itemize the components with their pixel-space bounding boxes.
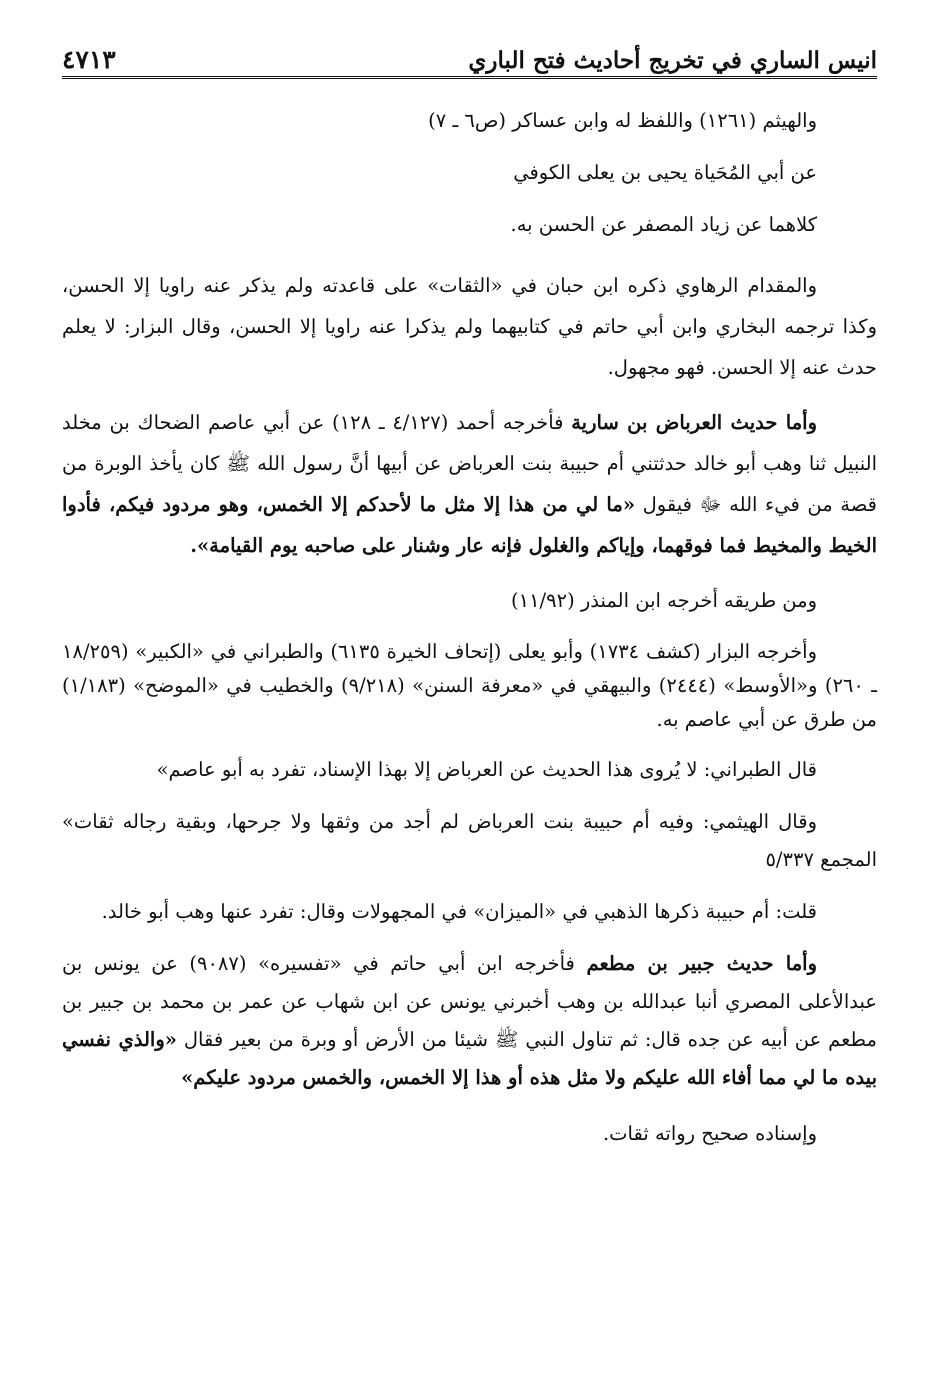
paragraph: [62, 95, 877, 147]
hadith-heading: وأما حديث العرباض بن سارية: [571, 411, 817, 434]
paragraph: [62, 1113, 877, 1154]
paragraph: [62, 199, 877, 251]
paragraph: [62, 265, 877, 388]
text-segment: عن أبي المُحَياة يحيى بن يعلى الكوفي: [513, 161, 817, 184]
text-segment: قلت: أم حبيبة ذكرها الذهبي في «الميزان» في المجهولات وقال: تفرد عنها وهب أبو خالد.: [101, 900, 817, 923]
hadith-text: «ما لي من هذا إلا مثل ما لأحدكم إلا الخمس، وهو مردود فيكم، فأدوا الخيط والمخيط فما فوقهما، وإياكم والغلول فإنه عار وشنار على صاحبه يوم القيامة».: [62, 493, 877, 557]
paragraph: [62, 147, 877, 199]
text-segment: ومن طريقه أخرجه ابن المنذر (١١/٩٢): [510, 589, 817, 612]
text-segment: والهيثم (١٢٦١) واللفظ له وابن عساكر (ص٦ ـ ٧): [428, 109, 817, 132]
page-number: ٤٧١٣: [62, 45, 116, 74]
paragraph: [62, 402, 877, 566]
text-segment: والمقدام الرهاوي ذكره ابن حبان في «الثقات» على قاعدته ولم يذكر عنه راويا إلا الحسن، وكذا ترجمه البخاري وابن أبي حاتم في كتابيهما ولم يذكرا عنه راويا إلا الحسن، وقال البزار: لا يعلم حدث عنه إلا الحسن. فهو مجهول.: [62, 274, 877, 379]
paragraph: [62, 635, 877, 737]
paragraph: [62, 945, 877, 1097]
text-segment: فأخرجه ابن أبي حاتم في «تفسيره» (٩٠٨٧) عن يونس بن عبدالأعلى المصري أنبا عبدالله بن وهب أخبرني يونس عن ابن شهاب عن عمر بن محمد بن جبير بن مطعم عن أبيه عن جده قال: ثم تناول النبي ﷺ شيئا من الأرض أو وبرة من بعير فقال: [62, 952, 877, 1051]
text-segment: وإسناده صحيح رواته ثقات.: [602, 1122, 817, 1145]
paragraph: [62, 803, 877, 879]
text-segment: وأخرجه البزار (كشف ١٧٣٤) وأبو يعلى (إتحاف الخيرة ٦١٣٥) والطبراني في «الكبير» (١٨/٢٥٩ ـ ٢٦٠) و«الأوسط» (٢٤٤٤) والبيهقي في «معرفة السنن» (٩/٢١٨) والخطيب في «الموضح» (١/١٨٣) من طرق عن أبي عاصم به.: [62, 640, 877, 731]
page-header: [62, 30, 877, 79]
running-title: انيس الساري في تخريج أحاديث فتح الباري: [468, 47, 877, 74]
paragraph: [62, 893, 877, 931]
document-page: [62, 30, 877, 1168]
text-segment: قال الطبراني: لا يُروى هذا الحديث عن العرباض إلا بهذا الإسناد، تفرد به أبو عاصم»: [156, 758, 817, 781]
hadith-text: «والذي نفسي بيده ما لي مما أفاء الله عليكم ولا مثل هذه أو هذا إلا الخمس، والخمس مردود عليكم»: [62, 1028, 877, 1089]
paragraph: [62, 580, 877, 621]
text-segment: فأخرجه أحمد (٤/١٢٧ ـ ١٢٨) عن أبي عاصم الضحاك بن مخلد النبيل ثنا وهب أبو خالد حدثتني أم حبيبة بنت العرباض عن أبيها أنَّ رسول الله ﷺ كان يأخذ الوبرة من قصة من فيء الله ﷻ فيقول: [62, 411, 877, 516]
page-body: [62, 95, 877, 1154]
hadith-heading: وأما حديث جبير بن مطعم: [586, 952, 818, 975]
text-segment: وقال الهيثمي: وفيه أم حبيبة بنت العرباض لم أجد من وثقها ولا جرحها، وبقية رجاله ثقات» المجمع ٥/٣٣٧: [62, 810, 877, 871]
paragraph: [62, 751, 877, 789]
text-segment: كلاهما عن زياد المصفر عن الحسن به.: [510, 213, 817, 236]
